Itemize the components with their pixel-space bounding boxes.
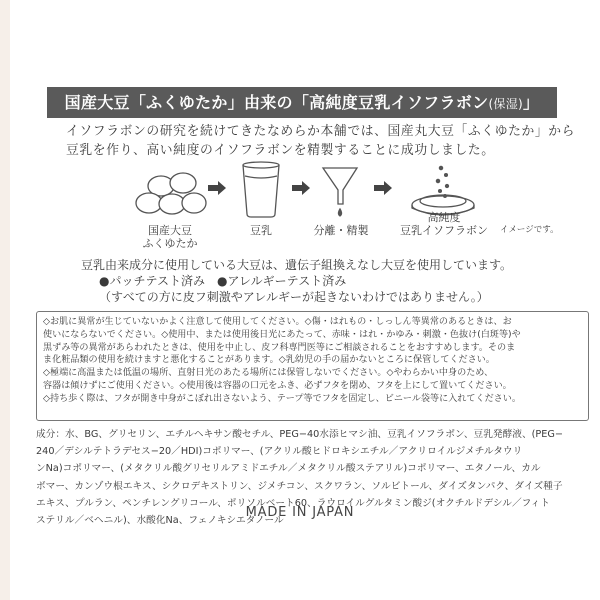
glass-icon [243, 162, 279, 217]
title-note: (保湿) [488, 97, 524, 111]
image-note: イメージです。 [500, 225, 559, 235]
soybeans-icon [136, 173, 206, 214]
page-title [47, 87, 557, 118]
intro-text [66, 122, 576, 160]
title-text: 国産大豆「ふくゆたか」由来の「高純度豆乳イソフラボン [64, 93, 489, 112]
step-label-isoflavone: 高純度 豆乳イソフラボン [400, 211, 488, 237]
ingredients-line: ボマー、カンゾウ根エキス、シクロデキストリン、ジメチコン、スクワラン、ソルビトール、ダイズタンパク、ダイズ種子 [36, 480, 563, 492]
arrow-right-icon [208, 181, 226, 195]
test-badges: ●パッチテスト済み ●アレルギーテスト済み [99, 274, 347, 288]
arrow-right-icon [374, 181, 392, 195]
intro-line: 豆乳を作り、高い純度のイソフラボンを精製することに成功しました。 [66, 143, 495, 158]
test-disclaimer: （すべての方に皮フ刺激やアレルギーが起きないわけではありません。） [99, 290, 489, 304]
caution-line: ◇持ち歩く際は、フタが開き中身がこぼれ出さないよう、テープ等でフタを固定し、ビニール袋等に入れてください。 [43, 393, 521, 404]
caution-line: 黒ずみ等の異常があらわれたときは、使用を中止し、皮フ科専門医等にご相談されることをおすすめします。そのま [43, 342, 516, 353]
caution-line: 容器は傾けずにご使用ください。◇使用後は容器の口元をふき、必ずフタを閉め、フタを上にして置いてください。 [43, 380, 512, 391]
caution-box [36, 311, 589, 421]
ingredients-line: エキス、プルラン、ペンチレングリコール、ポリソルベート60、ラウロイルグルタミン酸ジ(オクチルドデシル／フィト [36, 497, 550, 509]
caution-line: 使いにならないでください。◇使用中、または使用後日光にあたって、赤味・はれ・かゆみ・刺激・色抜け(白斑等)や [43, 329, 521, 340]
caution-line: ◇お肌に異常が生じていないかよく注意して使用してください。◇傷・はれもの・しっしん等異常のあるときは、お [43, 317, 512, 327]
arrow-right-icon [292, 181, 310, 195]
dish-icon [412, 166, 474, 215]
ingredients-line: ンNa)コポリマー、(メタクリル酸グリセリルアミドエチル／メタクリル酸ステアリル)コポリマー、エタノール、カル [36, 463, 541, 475]
ingredients-line: ステリル／ベヘニル)、水酸化Na、フェノキシエタノール [36, 515, 284, 527]
step-label-soymilk: 豆乳 [250, 224, 272, 237]
step-label-soybeans: 国産大豆 ふくゆたか [142, 224, 198, 250]
caution-line: ◇極端に高温または低温の場所、直射日光のあたる場所には保管しないでください。◇やわらかい中身のため、 [43, 368, 494, 379]
title-end: 」 [523, 93, 540, 112]
step-label-separation: 分離・精製 [313, 224, 369, 237]
soy-info [81, 257, 551, 305]
intro-line: イソフラボンの研究を続けてきたなめらか本舗では、国産丸大豆「ふくゆたか」から [66, 124, 576, 139]
ingredients-line: 成分：水、BG、グリセリン、エチルヘキサン酸セチル、PEG−40水添ヒマシ油、豆乳イソフラボン、豆乳発酵液、(PEG− [36, 429, 564, 440]
made-in-label: MADE IN JAPAN [245, 505, 355, 520]
soy-line: 豆乳由来成分に使用している大豆は、遺伝子組換えなし大豆を使用しています。 [81, 258, 513, 272]
funnel-icon [323, 168, 357, 216]
caution-line: ま化粧品類の使用を続けますと悪化することがあります。◇乳幼児の手の届かないところに保管してください。 [43, 355, 495, 366]
ingredients-line: 240／デシルテトラデセス−20／HDI)コポリマー、(アクリル酸ヒドロキシエチル／アクリロイルジメチルタウリ [36, 446, 523, 458]
